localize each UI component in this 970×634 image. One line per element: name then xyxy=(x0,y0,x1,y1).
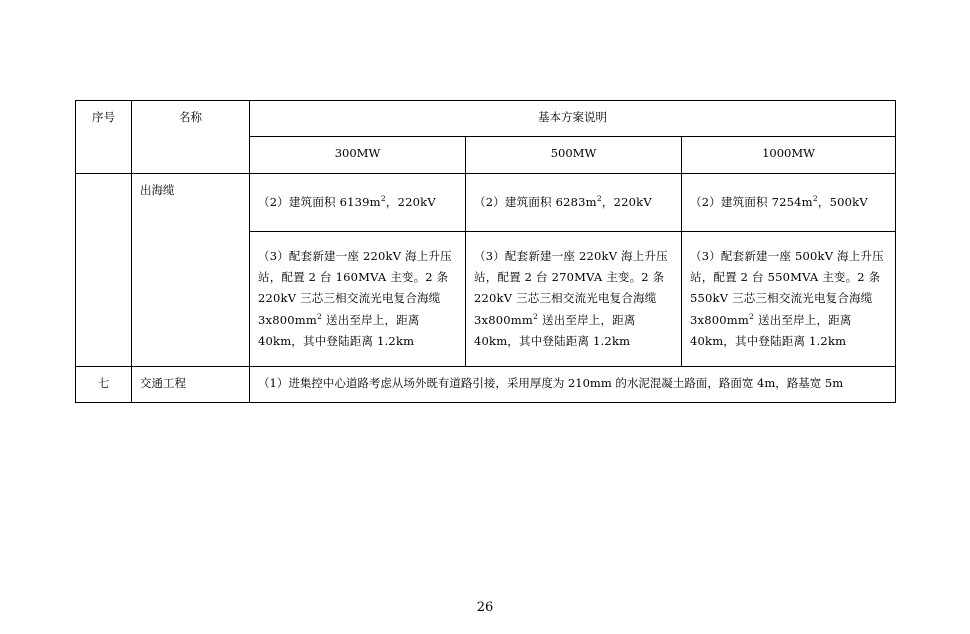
row-seq-traffic: 七 xyxy=(76,367,132,403)
header-scheme: 基本方案说明 xyxy=(250,101,896,137)
cell-300mw-area: （2）建筑面积 $6139m^2$，220kV xyxy=(250,173,466,231)
scheme-table-container xyxy=(75,100,895,403)
table-row xyxy=(76,173,896,231)
header-capacity-1000mw: 1000MW xyxy=(682,137,896,173)
cell-500mw-area: （2）建筑面积 $6283m^2$，220kV xyxy=(466,173,682,231)
cell-1000mw-substation: （3）配套新建一座 500kV 海上升压站，配置 2 台 550MVA 主变。2 条 550kV 三芯三相交流光电复合海缆 $3x800mm^2$ 送出至岸上，距离 40km，其中登陆距离 1.2km xyxy=(682,231,896,366)
row-seq-submarine-cable xyxy=(76,173,132,367)
header-name: 名称 xyxy=(132,101,250,174)
cell-1000mw-area: （2）建筑面积 $7254m^2$，500kV xyxy=(682,173,896,231)
table-header-row-top xyxy=(76,101,896,137)
row-name-traffic: 交通工程 xyxy=(132,367,250,403)
cell-traffic-description: （1）进集控中心道路考虑从场外既有道路引接，采用厚度为 210mm 的水泥混凝土路面，路面宽 4m，路基宽 5m xyxy=(250,367,896,403)
header-capacity-500mw: 500MW xyxy=(466,137,682,173)
row-name-submarine-cable: 出海缆 xyxy=(132,173,250,367)
header-capacity-300mw: 300MW xyxy=(250,137,466,173)
cell-300mw-substation: （3）配套新建一座 220kV 海上升压站，配置 2 台 160MVA 主变。2 条 220kV 三芯三相交流光电复合海缆 $3x800mm^2$ 送出至岸上，距离 40km，其中登陆距离 1.2km xyxy=(250,231,466,366)
cell-500mw-substation: （3）配套新建一座 220kV 海上升压站，配置 2 台 270MVA 主变。2 条 220kV 三芯三相交流光电复合海缆 $3x800mm^2$ 送出至岸上，距离 40km，其中登陆距离 1.2km xyxy=(466,231,682,366)
scheme-table xyxy=(75,100,896,403)
header-seq: 序号 xyxy=(76,101,132,174)
table-row xyxy=(76,367,896,403)
page-number: 26 xyxy=(476,600,494,615)
